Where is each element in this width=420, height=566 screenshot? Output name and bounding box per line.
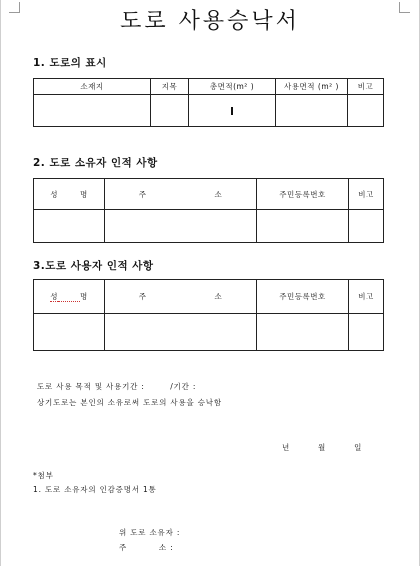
col-resident-id: 주민등록번호 xyxy=(257,280,349,314)
col-address-first-char: 주 xyxy=(138,189,147,199)
section1-heading: 1. 도로의 표시 xyxy=(33,57,107,69)
owner-info-table xyxy=(33,178,384,243)
road-info-table xyxy=(33,78,384,127)
page-left-edge xyxy=(0,0,1,566)
date-year-label: 년 xyxy=(282,443,291,452)
attachment-item: 1. 도로 소유자의 인감증명서 1통 xyxy=(33,485,157,494)
road-info-header-row xyxy=(34,79,384,95)
section3-heading: 3.도로 사용자 인적 사항 xyxy=(33,260,154,272)
col-name-second-char: 명 xyxy=(80,292,88,301)
text-cursor xyxy=(231,107,233,115)
col-address-first-char: 주 xyxy=(138,292,147,301)
land-category-cell[interactable] xyxy=(151,95,189,127)
road-info-row[interactable] xyxy=(34,95,384,127)
owner-info-row[interactable] xyxy=(34,210,384,243)
date-month-label: 월 xyxy=(318,443,327,452)
col-used-area: 사용면적 (m² ) xyxy=(276,79,348,95)
owner-note-cell[interactable] xyxy=(349,210,384,243)
approval-statement: 상기도로는 본인의 소유로써 도로의 사용을 승낙함 xyxy=(37,398,222,407)
user-info-header-row xyxy=(34,280,384,314)
col-address-second-char: 소 xyxy=(214,292,223,301)
col-address xyxy=(105,280,257,314)
location-cell[interactable] xyxy=(34,95,151,127)
col-name-first-char: 성 xyxy=(50,292,58,301)
owner-name-cell[interactable] xyxy=(34,210,105,243)
attachment-label: *첨부 xyxy=(33,471,54,480)
total-area-cell[interactable] xyxy=(189,95,276,127)
user-info-row[interactable] xyxy=(34,314,384,351)
user-name-cell[interactable] xyxy=(34,314,105,351)
col-note: 비고 xyxy=(349,179,384,210)
col-name xyxy=(34,280,105,314)
col-name xyxy=(34,179,105,210)
col-land-category: 지목 xyxy=(151,79,189,95)
user-info-table xyxy=(33,279,384,351)
date-line[interactable] xyxy=(282,442,362,453)
col-location: 소재지 xyxy=(34,79,151,95)
col-note: 비고 xyxy=(349,280,384,314)
section2-heading: 2. 도로 소유자 인적 사항 xyxy=(33,157,158,169)
used-area-cell[interactable] xyxy=(276,95,348,127)
owner-address-cell[interactable] xyxy=(105,210,257,243)
col-address xyxy=(105,179,257,210)
note-cell[interactable] xyxy=(348,95,384,127)
date-day-label: 일 xyxy=(354,443,363,452)
owner-address-line[interactable]: 주 소 : xyxy=(119,543,174,552)
user-note-cell[interactable] xyxy=(349,314,384,351)
col-name-first-char: 성 xyxy=(50,189,58,199)
col-note: 비고 xyxy=(348,79,384,95)
document-title: 도로 사용승낙서 xyxy=(120,9,300,34)
col-total-area: 총면적(m² ) xyxy=(189,79,276,95)
col-resident-id: 주민등록번호 xyxy=(257,179,349,210)
col-address-second-char: 소 xyxy=(214,189,223,199)
owner-signature-line[interactable]: 위 도로 소유자 : xyxy=(119,528,181,537)
user-id-cell[interactable] xyxy=(257,314,349,351)
purpose-period-line[interactable]: 도로 사용 목적 및 사용기간 : /기간 : xyxy=(37,382,197,391)
col-name-second-char: 명 xyxy=(80,189,88,199)
owner-id-cell[interactable] xyxy=(257,210,349,243)
user-address-cell[interactable] xyxy=(105,314,257,351)
owner-info-header-row xyxy=(34,179,384,210)
